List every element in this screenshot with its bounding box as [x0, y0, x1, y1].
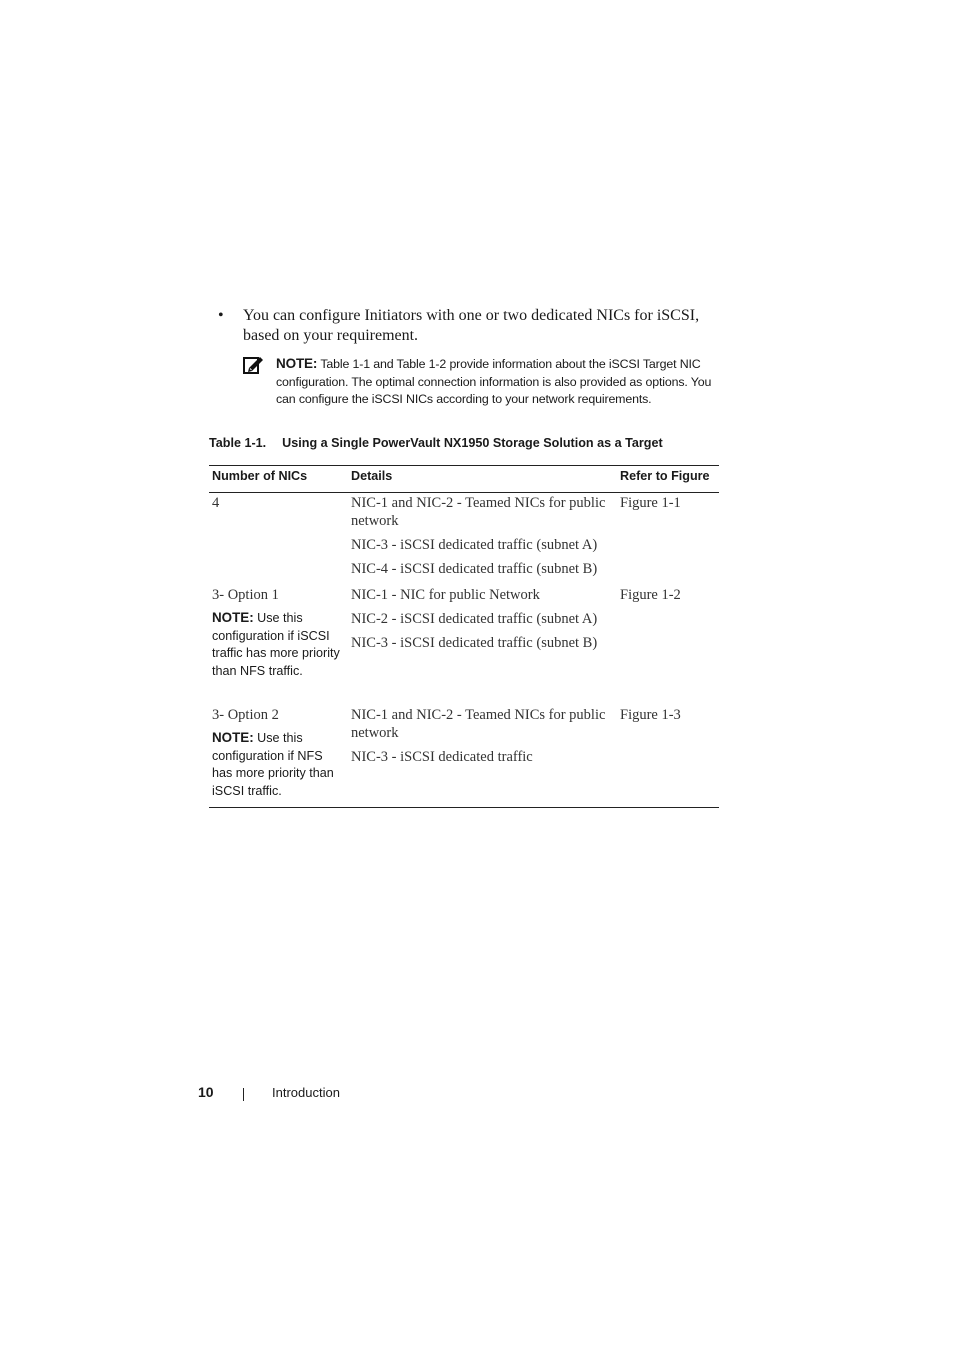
- footer-section: Introduction: [272, 1085, 340, 1100]
- footer-separator: [243, 1088, 244, 1101]
- note-label: NOTE:: [276, 356, 318, 371]
- nic-table: [209, 465, 719, 808]
- row-2-detail-3: NIC-3 - iSCSI dedicated traffic (subnet B): [351, 635, 598, 651]
- row-1-detail-2: NIC-3 - iSCSI dedicated traffic (subnet A): [351, 537, 598, 553]
- row-2-detail-2: NIC-2 - iSCSI dedicated traffic (subnet A): [351, 611, 598, 627]
- row-3-note-text: Use this configuration if NFS has more priority than iSCSI traffic.: [212, 731, 334, 799]
- row-2-figure: Figure 1-2: [620, 587, 681, 603]
- table-caption-title: Using a Single PowerVault NX1950 Storage Solution as a Target: [282, 436, 663, 450]
- row-1-detail-1: NIC-1 and NIC-2 - Teamed NICs for public network: [351, 495, 606, 529]
- note-body: Table 1-1 and Table 1-2 provide information about the iSCSI Target NIC configuration. The optimal connection information is also provided as options. You can configure the iSCSI NICs according to your network requirements.: [276, 357, 712, 406]
- row-2-nics: 3- Option 1: [212, 587, 279, 603]
- row-2-detail-1: NIC-1 - NIC for public Network: [351, 587, 540, 603]
- pencil-note-icon: [243, 355, 265, 375]
- table-caption: [209, 436, 663, 450]
- row-1-nics: 4: [212, 495, 220, 511]
- row-3-nics: 3- Option 2: [212, 707, 279, 723]
- row-2-note-text: Use this configuration if iSCSI traffic has more priority than NFS traffic.: [212, 611, 340, 679]
- row-3-figure: Figure 1-3: [620, 707, 681, 723]
- row-1-figure: Figure 1-1: [620, 495, 681, 511]
- row-3-note: [212, 729, 342, 801]
- row-1-detail-3: NIC-4 - iSCSI dedicated traffic (subnet B): [351, 561, 598, 577]
- bullet-marker: •: [218, 307, 224, 324]
- row-3-note-label: NOTE:: [212, 730, 254, 745]
- bullet-text: You can configure Initiators with one or two dedicated NICs for iSCSI, based on your requirement.: [243, 307, 700, 344]
- header-number-of-nics: Number of NICs: [212, 469, 308, 483]
- note-text: [276, 355, 726, 409]
- header-refer-to-figure: Refer to Figure: [620, 469, 710, 483]
- row-3-detail-1: NIC-1 and NIC-2 - Teamed NICs for public network: [351, 707, 606, 741]
- row-2-note-label: NOTE:: [212, 610, 254, 625]
- row-2-note: [212, 609, 342, 681]
- header-rule: [209, 492, 719, 493]
- header-details: Details: [351, 469, 393, 483]
- table-caption-number: Table 1-1.: [209, 436, 267, 450]
- row-3-detail-2: NIC-3 - iSCSI dedicated traffic: [351, 749, 533, 765]
- page-number: 10: [198, 1084, 214, 1100]
